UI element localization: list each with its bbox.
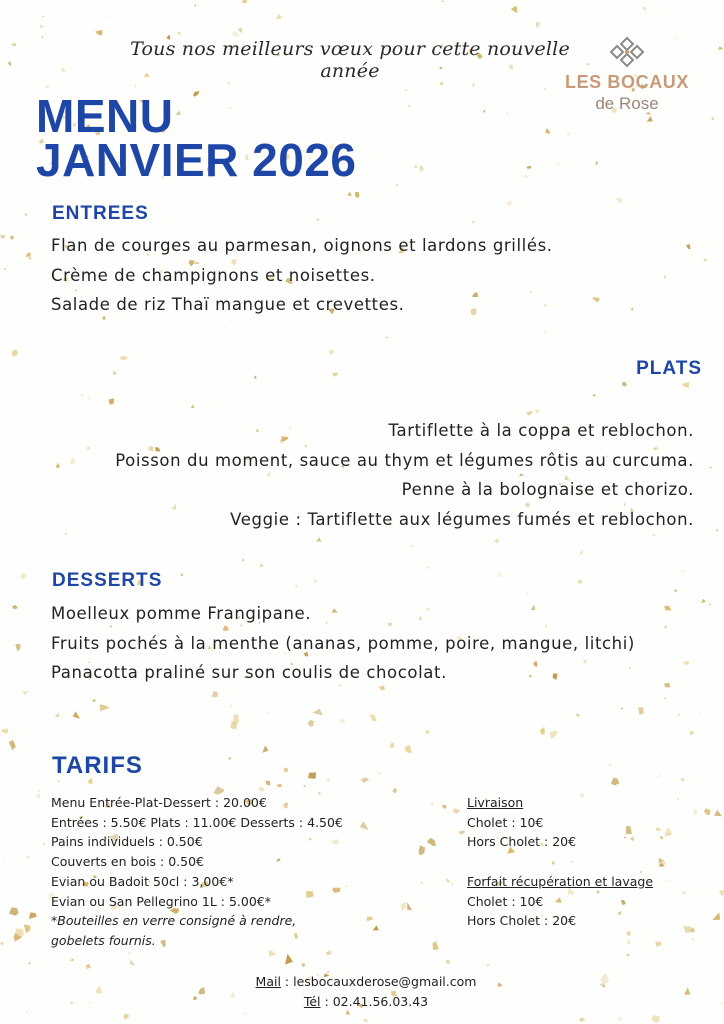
- confetti-piece: [127, 952, 131, 955]
- confetti-piece: [712, 117, 714, 120]
- confetti-piece: [657, 774, 660, 778]
- confetti-piece: [9, 907, 19, 916]
- confetti-piece: [24, 924, 31, 933]
- confetti-piece: [15, 644, 20, 652]
- confetti-piece: [407, 902, 412, 910]
- confetti-piece: [20, 573, 25, 579]
- title-line-menu: MENU: [36, 90, 174, 142]
- confetti-piece: [682, 382, 689, 388]
- confetti-piece: [332, 373, 338, 377]
- confetti-piece: [284, 768, 288, 773]
- confetti-piece: [100, 704, 110, 711]
- contact-phone: [4, 992, 724, 1012]
- confetti-piece: [134, 85, 137, 88]
- confetti-piece: [0, 235, 6, 239]
- confetti-piece: [109, 398, 115, 404]
- confetti-piece: [426, 730, 430, 734]
- confetti-piece: [11, 43, 16, 47]
- tel-value[interactable]: : 02.41.56.03.43: [320, 994, 429, 1009]
- confetti-piece: [712, 912, 720, 920]
- confetti-piece: [260, 563, 264, 568]
- desserts-heading: DESSERTS: [52, 570, 163, 591]
- price-line: Menu Entrée-Plat-Dessert : 20.00€: [51, 795, 267, 810]
- confetti-piece: [609, 764, 611, 766]
- confetti-piece: [595, 161, 598, 165]
- confetti-piece: [307, 720, 314, 727]
- contact-info: [0, 972, 724, 1012]
- confetti-piece: [540, 727, 545, 735]
- confetti-piece: [124, 1014, 129, 1020]
- confetti-piece: [472, 83, 474, 88]
- mail-value[interactable]: : lesbocauxderose@gmail.com: [280, 974, 477, 989]
- list-item: Panacotta praliné sur son coulis de chocolat.: [51, 663, 447, 682]
- price-line: Entrées : 5.50€ Plats : 11.00€ Desserts : 4.50€: [51, 814, 343, 830]
- confetti-piece: [86, 964, 91, 969]
- price-line: Evian ou Badoit 50cl : 3,00€*: [51, 873, 234, 889]
- confetti-piece: [363, 1019, 367, 1023]
- price-line: Couverts en bois : 0.50€: [51, 854, 205, 870]
- confetti-piece: [71, 959, 74, 962]
- confetti-piece: [557, 163, 559, 165]
- confetti-piece: [664, 683, 671, 688]
- confetti-piece: [694, 810, 698, 816]
- tarifs-heading: TARIFS: [52, 752, 143, 779]
- confetti-piece: [660, 836, 664, 840]
- confetti-piece: [180, 573, 183, 576]
- confetti-piece: [719, 890, 724, 896]
- confetti-piece: [718, 46, 724, 50]
- confetti-piece: [550, 731, 558, 740]
- list-item: Fruits pochés à la menthe (ananas, pomme, poire, mangue, litchi): [51, 633, 635, 653]
- confetti-piece: [656, 942, 662, 947]
- confetti-piece: [81, 393, 84, 396]
- confetti-piece: [191, 404, 195, 408]
- confetti-piece: [230, 705, 232, 707]
- confetti-piece: [37, 789, 40, 792]
- livraison-line: Cholet : 10€: [467, 814, 544, 830]
- confetti-piece: [681, 778, 684, 781]
- desserts-list: [51, 599, 635, 688]
- confetti-piece: [27, 742, 29, 743]
- confetti-piece: [643, 7, 646, 10]
- confetti-piece: [0, 729, 8, 734]
- list-item: Veggie : Tartiflette aux légumes fumés et reblochon.: [230, 509, 694, 529]
- confetti-piece: [71, 457, 76, 464]
- list-item: Poisson du moment, sauce au thym et légumes rôtis au curcuma.: [115, 450, 694, 470]
- list-item: Penne à la bolognaise et chorizo.: [401, 480, 694, 499]
- confetti-piece: [674, 590, 676, 592]
- confetti-piece: [432, 941, 439, 950]
- confetti-piece: [577, 580, 582, 585]
- confetti-piece: [701, 599, 706, 603]
- confetti-piece: [431, 803, 434, 805]
- price-line: Evian ou San Pellegrino 1L : 5.00€*: [51, 893, 271, 909]
- confetti-piece: [692, 938, 695, 940]
- confetti-piece: [621, 707, 623, 710]
- confetti-piece: [355, 192, 360, 198]
- confetti-piece: [56, 463, 60, 468]
- entrees-heading: ENTREES: [52, 203, 149, 224]
- flower-logo-icon: [607, 34, 647, 70]
- confetti-piece: [656, 827, 662, 831]
- confetti-piece: [12, 605, 18, 609]
- confetti-piece: [400, 902, 406, 912]
- bottle-deposit-note-2: gobelets fournis.: [51, 932, 156, 948]
- tel-label: Tél: [303, 994, 321, 1009]
- confetti-piece: [419, 165, 424, 172]
- confetti-piece: [0, 942, 4, 945]
- tarifs-price-list: [51, 793, 343, 951]
- confetti-piece: [527, 592, 529, 594]
- confetti-piece: [393, 788, 398, 793]
- entrees-list: [51, 231, 553, 320]
- confetti-piece: [497, 571, 502, 577]
- confetti-piece: [703, 259, 707, 262]
- plats-list: [115, 416, 694, 534]
- confetti-piece: [567, 133, 570, 135]
- confetti-piece: [233, 714, 239, 724]
- confetti-piece: [73, 711, 80, 719]
- confetti-piece: [259, 787, 264, 792]
- confetti-piece: [238, 27, 242, 33]
- brand-logo: [552, 34, 702, 114]
- price-line: Pains individuels : 0.50€: [51, 834, 203, 850]
- contact-mail: [4, 972, 724, 992]
- confetti-piece: [8, 62, 11, 66]
- confetti-piece: [195, 4, 197, 6]
- confetti-piece: [232, 31, 239, 37]
- confetti-piece: [418, 845, 425, 855]
- confetti-piece: [677, 798, 679, 801]
- confetti-piece: [592, 297, 600, 302]
- confetti-piece: [27, 856, 30, 859]
- confetti-piece: [43, 842, 45, 844]
- confetti-piece: [579, 1017, 586, 1021]
- confetti-piece: [576, 714, 580, 718]
- confetti-piece: [360, 821, 369, 830]
- confetti-piece: [64, 533, 68, 535]
- confetti-piece: [506, 112, 508, 114]
- confetti-piece: [677, 713, 680, 715]
- confetti-piece: [408, 105, 410, 107]
- confetti-piece: [536, 22, 540, 28]
- confetti-piece: [386, 337, 388, 339]
- confetti-piece: [269, 950, 277, 957]
- confetti-piece: [316, 537, 321, 542]
- forfait-title: Forfait récupération et lavage: [467, 873, 654, 889]
- confetti-piece: [627, 930, 631, 936]
- confetti-piece: [441, 0, 444, 2]
- confetti-piece: [427, 567, 429, 569]
- confetti-piece: [414, 165, 418, 168]
- confetti-piece: [55, 713, 60, 718]
- confetti-piece: [178, 32, 181, 35]
- forfait-line: Hors Cholet : 20€: [467, 913, 577, 929]
- confetti-piece: [405, 89, 407, 91]
- confetti-piece: [716, 529, 719, 532]
- confetti-piece: [22, 691, 27, 696]
- confetti-piece: [42, 16, 45, 18]
- list-item: Salade de riz Thaï mangue et crevettes.: [51, 295, 405, 314]
- title-line-month: JANVIER 2026: [36, 134, 357, 186]
- confetti-piece: [28, 257, 31, 260]
- list-item: Moelleux pomme Frangipane.: [51, 604, 312, 623]
- confetti-piece: [228, 757, 231, 760]
- confetti-piece: [147, 747, 148, 748]
- confetti-piece: [446, 960, 450, 964]
- confetti-piece: [647, 116, 653, 122]
- confetti-piece: [242, 559, 244, 561]
- confetti-piece: [611, 778, 620, 786]
- livraison-line: Hors Cholet : 20€: [467, 834, 577, 850]
- plats-heading: PLATS: [636, 358, 702, 379]
- confetti-piece: [373, 925, 379, 930]
- confetti-piece: [709, 603, 712, 606]
- confetti-piece: [704, 808, 711, 815]
- confetti-piece: [39, 25, 42, 28]
- confetti-piece: [709, 467, 712, 468]
- confetti-piece: [45, 85, 48, 89]
- confetti-piece: [61, 68, 65, 73]
- confetti-piece: [276, 14, 283, 19]
- confetti-piece: [526, 411, 533, 416]
- confetti-piece: [12, 350, 18, 357]
- confetti-piece: [339, 719, 345, 723]
- confetti-piece: [411, 545, 413, 547]
- confetti-piece: [361, 777, 369, 783]
- page-title: [36, 90, 357, 186]
- confetti-piece: [347, 192, 352, 196]
- confetti-piece: [511, 6, 517, 13]
- confetti-piece: [442, 805, 447, 809]
- list-item: Tartiflette à la coppa et reblochon.: [388, 421, 694, 440]
- bottle-deposit-note: *Bouteilles en verre consigné à rendre,: [51, 913, 297, 929]
- confetti-piece: [626, 953, 630, 956]
- confetti-piece: [523, 175, 529, 179]
- confetti-piece: [42, 36, 44, 39]
- confetti-piece: [618, 1017, 622, 1021]
- confetti-piece: [420, 882, 423, 884]
- list-item: Flan de courges au parmesan, oignons et lardons grillés.: [51, 236, 553, 255]
- confetti-piece: [483, 110, 486, 113]
- confetti-piece: [683, 661, 689, 665]
- confetti-piece: [544, 88, 546, 90]
- confetti-piece: [396, 184, 398, 186]
- confetti-piece: [244, 1012, 246, 1015]
- confetti-piece: [3, 860, 5, 861]
- confetti-piece: [29, 913, 37, 919]
- confetti-piece: [25, 213, 28, 216]
- confetti-piece: [683, 892, 685, 895]
- confetti-piece: [346, 886, 348, 887]
- confetti-piece: [88, 396, 90, 399]
- confetti-piece: [254, 375, 257, 379]
- confetti-piece: [267, 712, 269, 713]
- confetti-piece: [95, 30, 102, 36]
- confetti-piece: [29, 962, 31, 965]
- confetti-piece: [326, 950, 332, 956]
- confetti-piece: [579, 550, 583, 555]
- confetti-piece: [4, 268, 6, 270]
- confetti-piece: [472, 221, 475, 223]
- confetti-piece: [451, 882, 454, 885]
- confetti-piece: [447, 878, 451, 883]
- confetti-piece: [714, 810, 722, 816]
- confetti-piece: [302, 963, 306, 967]
- confetti-piece: [295, 585, 297, 587]
- confetti-piece: [666, 880, 668, 882]
- confetti-piece: [544, 331, 547, 333]
- confetti-piece: [526, 166, 531, 169]
- confetti-piece: [366, 917, 373, 922]
- confetti-piece: [664, 606, 672, 611]
- confetti-piece: [36, 795, 40, 799]
- confetti-piece: [314, 578, 317, 582]
- confetti-piece: [326, 778, 330, 781]
- confetti-piece: [230, 319, 233, 321]
- confetti-piece: [663, 275, 666, 279]
- confetti-piece: [622, 382, 626, 387]
- confetti-piece: [638, 707, 644, 715]
- confetti-piece: [690, 731, 694, 735]
- confetti-piece: [626, 938, 630, 945]
- confetti-piece: [458, 830, 465, 835]
- forfait-line: Cholet : 10€: [467, 893, 544, 909]
- confetti-piece: [212, 691, 218, 697]
- confetti-piece: [664, 625, 666, 628]
- delivery-pricing: [467, 793, 653, 931]
- mail-label: Mail: [255, 974, 281, 989]
- confetti-piece: [427, 838, 436, 847]
- confetti-piece: [87, 447, 90, 450]
- confetti-piece: [26, 252, 31, 257]
- confetti-piece: [683, 926, 691, 933]
- confetti-piece: [593, 394, 597, 397]
- confetti-piece: [699, 712, 701, 714]
- confetti-piece: [546, 128, 551, 134]
- confetti-piece: [9, 740, 16, 750]
- new-year-greeting: Tous nos meilleurs vœux pour cette nouvelle année: [130, 38, 570, 82]
- confetti-piece: [389, 742, 394, 747]
- confetti-piece: [92, 699, 95, 702]
- confetti-piece: [242, 0, 248, 3]
- confetti-piece: [329, 349, 334, 354]
- confetti-piece: [631, 307, 634, 311]
- confetti-piece: [285, 954, 293, 965]
- confetti-piece: [308, 772, 316, 778]
- confetti-piece: [239, 548, 241, 549]
- confetti-piece: [535, 410, 539, 413]
- confetti-piece: [312, 709, 323, 716]
- confetti-piece: [378, 772, 381, 774]
- confetti-piece: [506, 201, 511, 206]
- confetti-piece: [113, 371, 117, 375]
- list-item: Crème de champignons et noisettes.: [51, 265, 376, 285]
- confetti-piece: [130, 959, 135, 966]
- confetti-piece: [105, 16, 106, 18]
- confetti-piece: [616, 198, 622, 204]
- confetti-piece: [686, 244, 691, 249]
- confetti-piece: [453, 808, 460, 813]
- confetti-piece: [277, 784, 283, 787]
- confetti-piece: [265, 781, 270, 786]
- confetti-piece: [304, 785, 307, 787]
- confetti-piece: [262, 745, 268, 753]
- confetti-piece: [665, 827, 673, 836]
- confetti-piece: [404, 745, 412, 754]
- confetti-piece: [494, 538, 499, 544]
- livraison-title: Livraison: [467, 795, 524, 810]
- confetti-piece: [10, 236, 14, 241]
- confetti-piece: [440, 82, 444, 85]
- confetti-piece: [317, 218, 319, 221]
- confetti-piece: [487, 964, 490, 967]
- logo-subtitle: de Rose: [595, 94, 659, 113]
- logo-name: LES BOCAUX: [564, 72, 689, 92]
- confetti-piece: [120, 356, 128, 361]
- confetti-piece: [652, 1015, 660, 1023]
- confetti-piece: [664, 698, 666, 700]
- confetti-piece: [682, 570, 684, 572]
- confetti-piece: [369, 714, 377, 721]
